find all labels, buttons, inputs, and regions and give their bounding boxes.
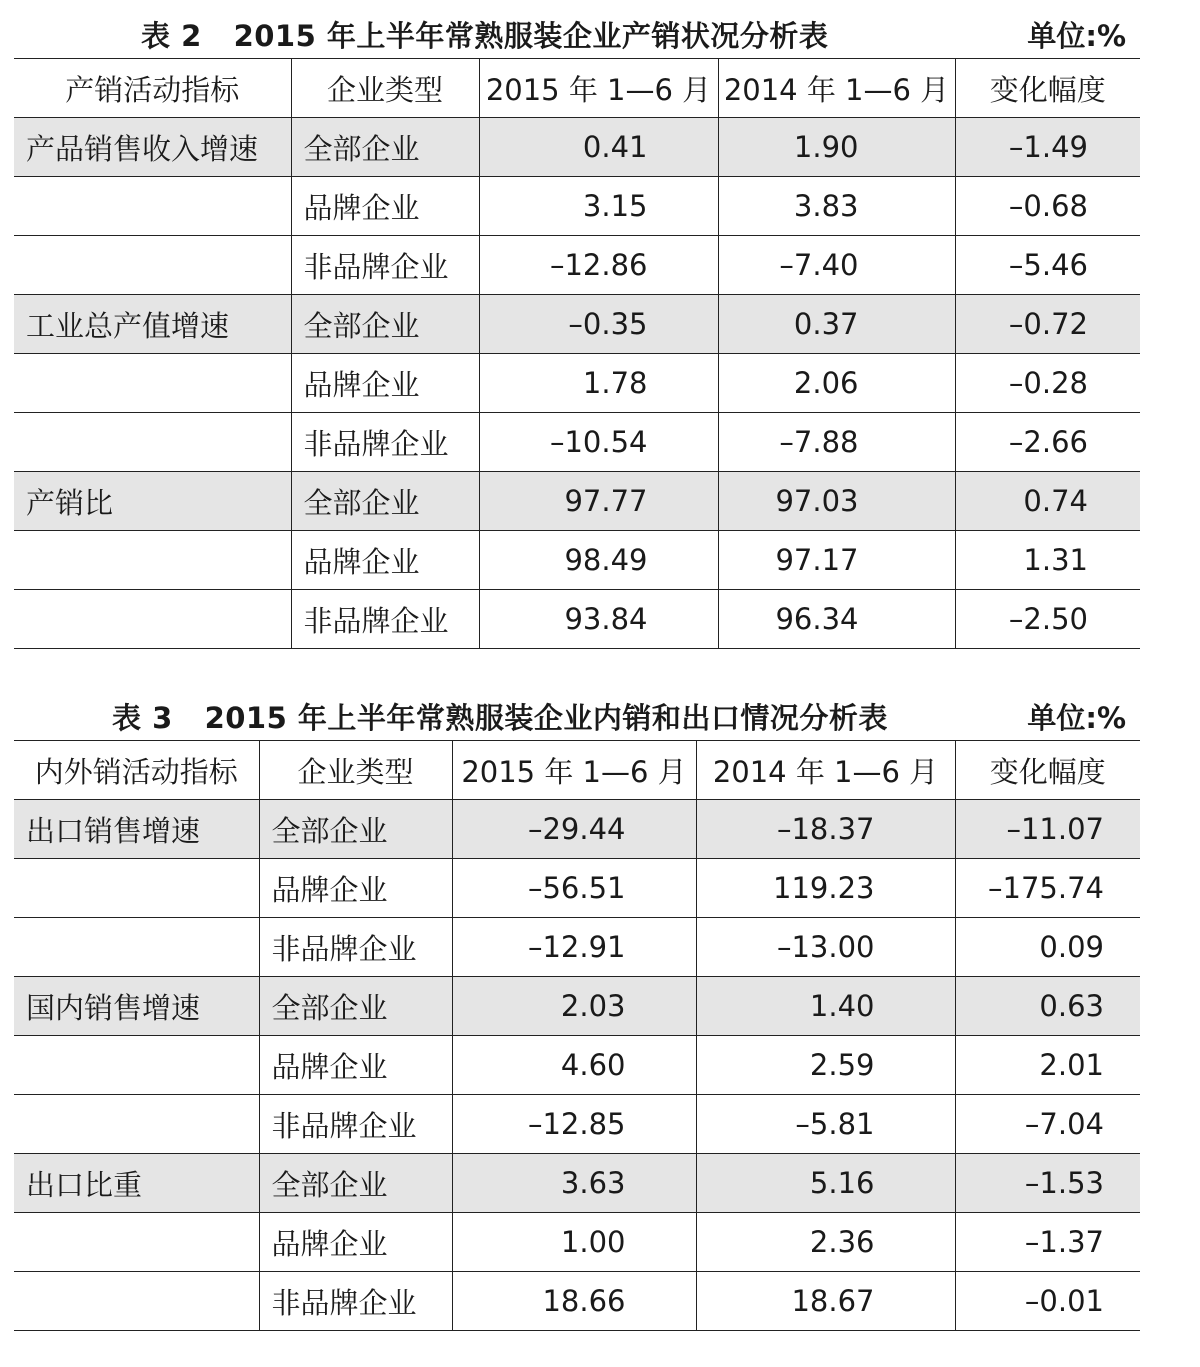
value-2014-cell: –18.37 <box>696 800 955 859</box>
change-cell: –0.72 <box>955 295 1140 354</box>
table3-header-indicator: 内外销活动指标 <box>34 754 238 789</box>
table2-header-row <box>14 59 1140 118</box>
indicator-cell <box>14 1036 259 1095</box>
change-cell: 1.31 <box>955 531 1140 590</box>
table3-header-row <box>14 741 1140 800</box>
value-2015-cell: –10.54 <box>479 413 718 472</box>
enterprise-type-cell: 品牌企业 <box>291 354 479 413</box>
indicator-cell <box>14 1095 259 1154</box>
indicator-cell <box>14 236 291 295</box>
value-2015-cell: 98.49 <box>479 531 718 590</box>
value-2015-cell: –56.51 <box>452 859 696 918</box>
enterprise-type-cell: 非品牌企业 <box>259 1272 452 1331</box>
value-2014-cell: –7.40 <box>718 236 955 295</box>
indicator-cell: 产品销售收入增速 <box>26 131 259 166</box>
value-2015-cell: –0.35 <box>479 295 718 354</box>
table2-header-indicator: 产销活动指标 <box>65 72 240 107</box>
table2-title: 表 2 2015 年上半年常熟服装企业产销状况分析表 <box>141 19 829 53</box>
indicator-cell <box>14 1272 259 1331</box>
value-2014-cell: –7.88 <box>718 413 955 472</box>
change-cell: –0.01 <box>955 1272 1140 1331</box>
enterprise-type-cell: 品牌企业 <box>291 177 479 236</box>
value-2014-cell: 0.37 <box>718 295 955 354</box>
indicator-cell <box>14 413 291 472</box>
change-cell: –1.53 <box>955 1154 1140 1213</box>
enterprise-type-cell: 非品牌企业 <box>291 590 479 649</box>
value-2014-cell: 97.17 <box>718 531 955 590</box>
value-2014-cell: 97.03 <box>718 472 955 531</box>
value-2015-cell: 93.84 <box>479 590 718 649</box>
table-row <box>14 859 1140 918</box>
value-2015-cell: 18.66 <box>452 1272 696 1331</box>
change-cell: 0.09 <box>955 918 1140 977</box>
table3-header-2015: 2015 年 1—6 月 <box>452 741 696 800</box>
table-row <box>14 177 1140 236</box>
table3-block <box>14 682 1140 1331</box>
value-2015-cell: –29.44 <box>452 800 696 859</box>
table-row <box>14 590 1140 649</box>
change-cell: 2.01 <box>955 1036 1140 1095</box>
indicator-cell <box>14 590 291 649</box>
enterprise-type-cell: 非品牌企业 <box>259 918 452 977</box>
table2 <box>14 58 1140 649</box>
change-cell: –0.68 <box>955 177 1140 236</box>
value-2015-cell: –12.91 <box>452 918 696 977</box>
change-cell: –5.46 <box>955 236 1140 295</box>
table3-caption <box>14 682 1140 740</box>
indicator-cell: 产销比 <box>26 485 114 520</box>
change-cell: –2.66 <box>955 413 1140 472</box>
table-row <box>14 413 1140 472</box>
enterprise-type-cell: 全部企业 <box>291 118 479 177</box>
change-cell: 0.74 <box>955 472 1140 531</box>
table-row <box>14 531 1140 590</box>
value-2014-cell: 3.83 <box>718 177 955 236</box>
value-2015-cell: –12.85 <box>452 1095 696 1154</box>
table2-header-change: 变化幅度 <box>955 59 1140 118</box>
enterprise-type-cell: 全部企业 <box>291 295 479 354</box>
table2-unit: 单位:% <box>1027 19 1126 53</box>
table3-header-type: 企业类型 <box>259 741 452 800</box>
table-row <box>14 118 1140 177</box>
table-row <box>14 977 1140 1036</box>
table-row <box>14 800 1140 859</box>
change-cell: –11.07 <box>955 800 1140 859</box>
value-2015-cell: 3.15 <box>479 177 718 236</box>
table3-header-2014: 2014 年 1—6 月 <box>696 741 955 800</box>
table-row <box>14 472 1140 531</box>
change-cell: 0.63 <box>955 977 1140 1036</box>
enterprise-type-cell: 品牌企业 <box>291 531 479 590</box>
change-cell: –1.37 <box>955 1213 1140 1272</box>
value-2015-cell: 1.00 <box>452 1213 696 1272</box>
table-row <box>14 918 1140 977</box>
enterprise-type-cell: 全部企业 <box>259 800 452 859</box>
value-2015-cell: 3.63 <box>452 1154 696 1213</box>
table-row <box>14 1154 1140 1213</box>
table3-header-change: 变化幅度 <box>955 741 1140 800</box>
value-2014-cell: 18.67 <box>696 1272 955 1331</box>
indicator-cell <box>14 918 259 977</box>
table2-header-type: 企业类型 <box>291 59 479 118</box>
indicator-cell <box>14 1213 259 1272</box>
value-2014-cell: 2.36 <box>696 1213 955 1272</box>
value-2015-cell: 1.78 <box>479 354 718 413</box>
enterprise-type-cell: 非品牌企业 <box>259 1095 452 1154</box>
value-2015-cell: 97.77 <box>479 472 718 531</box>
enterprise-type-cell: 非品牌企业 <box>291 413 479 472</box>
change-cell: –2.50 <box>955 590 1140 649</box>
enterprise-type-cell: 全部企业 <box>259 977 452 1036</box>
table-row <box>14 1036 1140 1095</box>
value-2014-cell: 96.34 <box>718 590 955 649</box>
table2-header-2014: 2014 年 1—6 月 <box>718 59 955 118</box>
value-2014-cell: –13.00 <box>696 918 955 977</box>
indicator-cell <box>14 531 291 590</box>
table3 <box>14 740 1140 1331</box>
table-row <box>14 354 1140 413</box>
value-2015-cell: –12.86 <box>479 236 718 295</box>
indicator-cell: 出口销售增速 <box>26 813 201 848</box>
indicator-cell: 国内销售增速 <box>26 990 201 1025</box>
table3-unit: 单位:% <box>1027 701 1126 735</box>
enterprise-type-cell: 全部企业 <box>291 472 479 531</box>
table-row <box>14 1272 1140 1331</box>
change-cell: –175.74 <box>955 859 1140 918</box>
change-cell: –0.28 <box>955 354 1140 413</box>
value-2014-cell: 119.23 <box>696 859 955 918</box>
indicator-cell: 出口比重 <box>26 1167 143 1202</box>
indicator-cell: 工业总产值增速 <box>26 308 230 343</box>
table2-block <box>14 0 1140 649</box>
enterprise-type-cell: 非品牌企业 <box>291 236 479 295</box>
value-2014-cell: 5.16 <box>696 1154 955 1213</box>
table-row <box>14 236 1140 295</box>
value-2015-cell: 4.60 <box>452 1036 696 1095</box>
value-2014-cell: 1.90 <box>718 118 955 177</box>
indicator-cell <box>14 859 259 918</box>
enterprise-type-cell: 品牌企业 <box>259 1036 452 1095</box>
table3-title: 表 3 2015 年上半年常熟服装企业内销和出口情况分析表 <box>112 701 888 735</box>
table-row <box>14 1213 1140 1272</box>
value-2014-cell: –5.81 <box>696 1095 955 1154</box>
value-2014-cell: 2.06 <box>718 354 955 413</box>
change-cell: –1.49 <box>955 118 1140 177</box>
enterprise-type-cell: 全部企业 <box>259 1154 452 1213</box>
table-row <box>14 295 1140 354</box>
table2-header-2015: 2015 年 1—6 月 <box>479 59 718 118</box>
value-2014-cell: 1.40 <box>696 977 955 1036</box>
table2-caption <box>14 0 1140 58</box>
value-2014-cell: 2.59 <box>696 1036 955 1095</box>
value-2015-cell: 2.03 <box>452 977 696 1036</box>
change-cell: –7.04 <box>955 1095 1140 1154</box>
value-2015-cell: 0.41 <box>479 118 718 177</box>
enterprise-type-cell: 品牌企业 <box>259 859 452 918</box>
table-row <box>14 1095 1140 1154</box>
enterprise-type-cell: 品牌企业 <box>259 1213 452 1272</box>
indicator-cell <box>14 177 291 236</box>
indicator-cell <box>14 354 291 413</box>
